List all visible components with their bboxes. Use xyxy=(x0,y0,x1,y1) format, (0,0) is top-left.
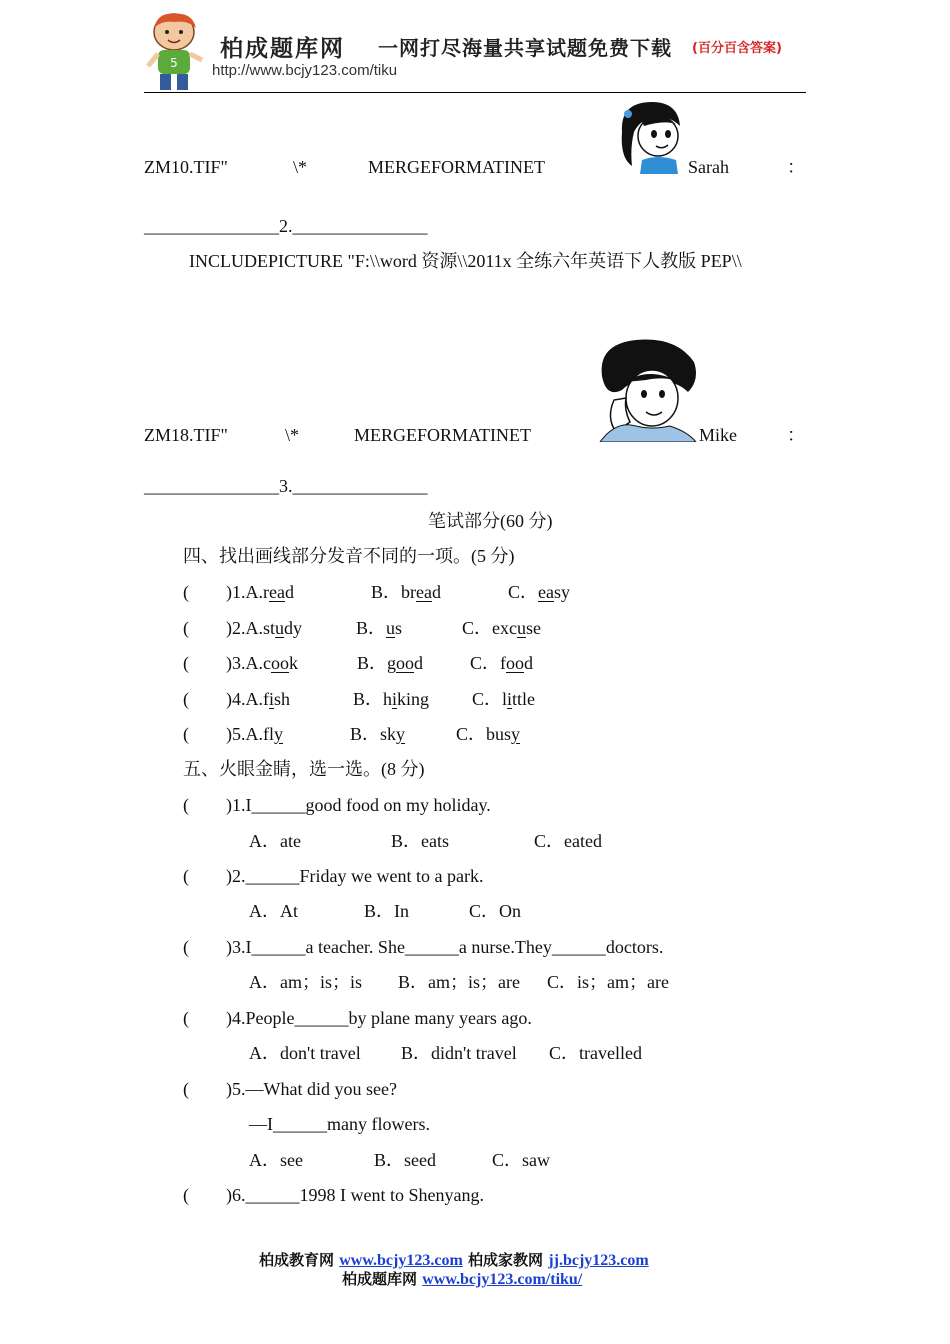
answer-paren[interactable]: ( xyxy=(183,653,189,673)
include-picture-field: INCLUDEPICTURE "F:\\word 资源\\2011x 全练六年英语下人教版 PEP\\ xyxy=(189,251,742,271)
footer-home-link[interactable]: jj.bcjy123.com xyxy=(548,1252,649,1269)
answer-paren[interactable]: ( xyxy=(183,1185,189,1205)
mike-boy-icon xyxy=(596,336,700,442)
q3-option-b: B．good xyxy=(357,653,424,673)
question-text: )4.People______by plane many years ago. xyxy=(226,1008,532,1028)
option-b: B．didn't travel xyxy=(401,1043,517,1063)
answer-line-3: _______________3._______________ xyxy=(144,476,428,496)
answer-paren[interactable]: ( xyxy=(183,937,189,957)
footer-line-1 xyxy=(259,1249,649,1270)
option-c: C．is；am；are xyxy=(547,972,669,992)
answer-paren[interactable]: ( xyxy=(183,582,189,602)
section4-title: 四、找出画线部分发音不同的一项。(5 分) xyxy=(183,546,515,566)
q2-option-b: B．us xyxy=(356,618,403,638)
mascot-icon xyxy=(144,10,208,92)
q4-option-a: )4.A.fish xyxy=(226,689,291,709)
option-a: A．don't travel xyxy=(249,1043,361,1063)
site-name: 柏成题库网 xyxy=(220,36,345,62)
question-text-line2: —I______many flowers. xyxy=(249,1114,430,1134)
option-b: B．eats xyxy=(391,831,449,851)
site-slogan: 一网打尽海量共享试题免费下载 xyxy=(378,36,672,60)
answer-paren[interactable]: ( xyxy=(183,724,189,744)
option-a: A．am；is；is xyxy=(249,972,363,992)
site-url: http://www.bcjy123.com/tiku xyxy=(212,62,398,79)
answer-paren[interactable]: ( xyxy=(183,795,189,815)
sarah-girl-icon xyxy=(614,98,690,174)
field-code-switch: \* xyxy=(293,157,308,177)
footer-edu-link[interactable]: www.bcjy123.com xyxy=(339,1252,463,1269)
q4-option-b: B．hiking xyxy=(353,689,430,709)
question-text: )3.I______a teacher. She______a nurse.They______doctors. xyxy=(226,937,664,957)
option-b: B．In xyxy=(364,901,409,921)
footer-tiku-label: 柏成题库网 xyxy=(342,1270,418,1288)
option-c: C．On xyxy=(469,901,522,921)
q3-option-c: C．food xyxy=(470,653,534,673)
q1-option-a: )1.A.read xyxy=(226,582,294,602)
q5-option-c: C．busy xyxy=(456,724,521,744)
field-code-file: ZM10.TIF" xyxy=(144,157,228,177)
colon: ： xyxy=(787,157,805,177)
answer-paren[interactable]: ( xyxy=(183,1008,189,1028)
q1-option-c: C．easy xyxy=(508,582,571,602)
question-text: )1.I______good food on my holiday. xyxy=(226,795,491,815)
field-code-file: ZM18.TIF" xyxy=(144,425,228,445)
answer-tag: (百分百含答案) xyxy=(692,41,782,56)
option-b: B．seed xyxy=(374,1150,436,1170)
q4-option-c: C．little xyxy=(472,689,536,709)
field-code-format: MERGEFORMATINET xyxy=(354,425,532,445)
q2-option-c: C．excuse xyxy=(462,618,541,638)
q2-option-a: )2.A.study xyxy=(226,618,303,638)
option-a: A．ate xyxy=(249,831,301,851)
question-text: )6.______1998 I went to Shenyang. xyxy=(226,1185,484,1205)
answer-paren[interactable]: ( xyxy=(183,689,189,709)
speaker-sarah: Sarah xyxy=(688,157,729,177)
option-c: C．travelled xyxy=(549,1043,642,1063)
written-part-heading: 笔试部分(60 分) xyxy=(428,511,553,531)
colon: ： xyxy=(787,425,805,445)
q5-option-a: )5.A.fly xyxy=(226,724,283,744)
field-code-format: MERGEFORMATINET xyxy=(368,157,546,177)
speaker-mike: Mike xyxy=(699,425,737,445)
q5-option-b: B．sky xyxy=(350,724,406,744)
svg-text:5: 5 xyxy=(170,56,178,70)
question-text: )5.—What did you see? xyxy=(226,1079,397,1099)
option-b: B．am；is；are xyxy=(398,972,520,992)
header-rule xyxy=(144,92,806,93)
footer-tiku-link[interactable]: www.bcjy123.com/tiku/ xyxy=(422,1271,583,1288)
field-code-switch: \* xyxy=(285,425,300,445)
option-c: C．saw xyxy=(492,1150,550,1170)
option-a: A．At xyxy=(249,901,298,921)
question-text: )2.______Friday we went to a park. xyxy=(226,866,484,886)
answer-line-2: _______________2._______________ xyxy=(144,216,428,236)
q1-option-b: B．bread xyxy=(371,582,441,602)
answer-paren[interactable]: ( xyxy=(183,866,189,886)
footer-line-2 xyxy=(342,1268,582,1289)
footer-home-label: 柏成家教网 xyxy=(468,1251,544,1269)
q3-option-a: )3.A.cook xyxy=(226,653,298,673)
answer-paren[interactable]: ( xyxy=(183,1079,189,1099)
footer-edu-label: 柏成教育网 xyxy=(259,1251,335,1269)
section5-title: 五、火眼金睛，选一选。(8 分) xyxy=(183,759,425,779)
option-c: C．eated xyxy=(534,831,602,851)
answer-paren[interactable]: ( xyxy=(183,618,189,638)
option-a: A．see xyxy=(249,1150,303,1170)
